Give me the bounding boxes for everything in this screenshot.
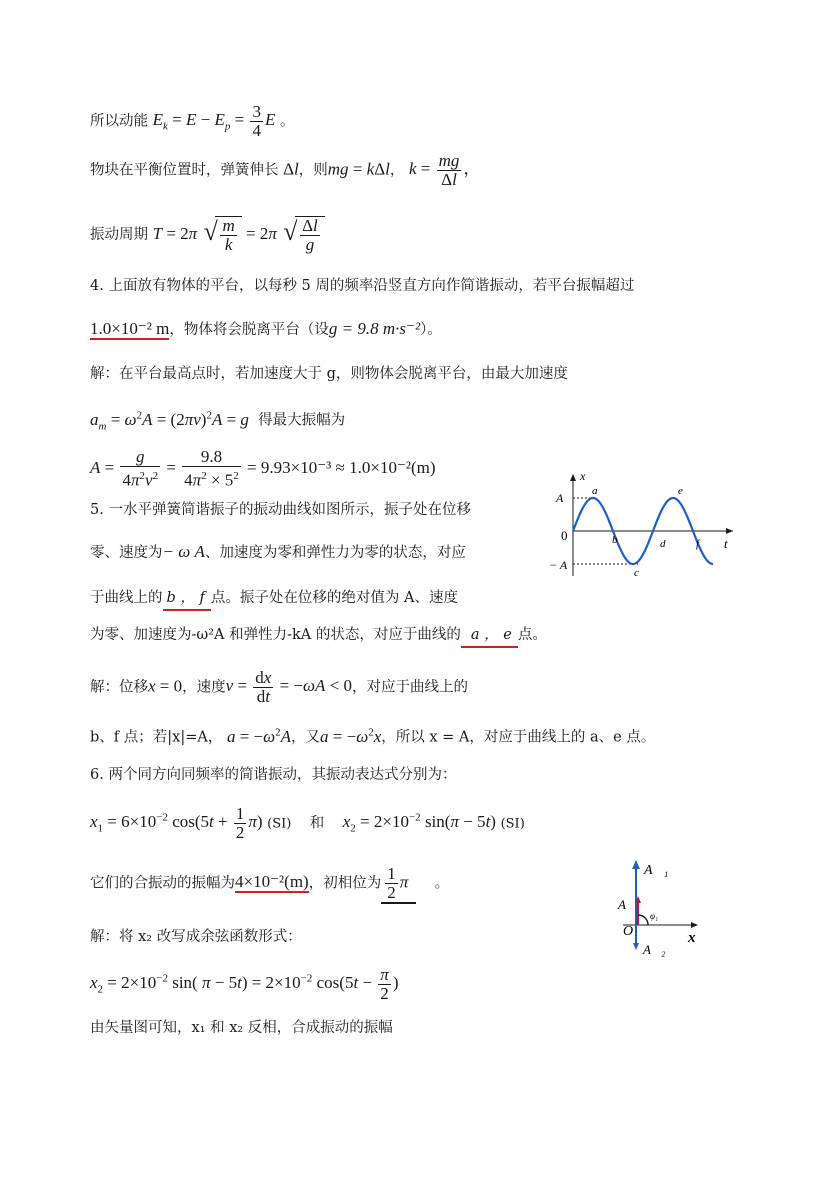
kinetic-energy-line — [90, 103, 294, 140]
problem-5-solution1 — [90, 669, 468, 706]
p5-sol1b: ，速度 — [182, 679, 226, 696]
graph-origin-label: 0 — [561, 528, 568, 543]
problem-6-amplitude: 4×10⁻²(m) — [235, 872, 309, 892]
point-a-label: a — [592, 485, 598, 497]
phi-label: φ₁ — [650, 911, 659, 921]
mg-equation: mg = kΔl — [327, 159, 390, 179]
problem-4-eq1 — [90, 404, 345, 437]
problem-4-line2 — [90, 318, 442, 341]
accel-formula-2: $a = -\omega^2x$ — [320, 726, 382, 746]
problem-6-solution1: 解：将 x₂ 改写成余弦函数形式： — [90, 929, 302, 945]
vector-origin-label: O — [623, 924, 634, 939]
amplitude-result: = 9.93×10⁻³ ≈ 1.0×10⁻²(m) — [247, 457, 436, 477]
point-d-label: d — [660, 538, 666, 550]
equilibrium-label: 物块在平衡位置时，弹簧伸长 — [90, 162, 279, 179]
vector-A1-arrow-icon — [632, 860, 640, 869]
velocity-formula: v = $\frac{dx}{dt}$ = −ωA < 0 — [225, 668, 352, 706]
period: 。 — [279, 113, 295, 130]
p5-l2a: 零、速度为 — [90, 545, 163, 561]
p5-sol2c: ，所以 x = A，对应于曲线上的 a、e 点。 — [381, 729, 656, 746]
max-accel-formula: $a_m = \omega^2A = (2\pi\nu)^2A = g$ — [90, 409, 249, 433]
delta-l: Δl — [283, 159, 299, 179]
problem-5-line3 — [90, 587, 458, 611]
problem-6-solution2 — [90, 966, 398, 1003]
problem-5-solution2 — [90, 721, 655, 749]
kinetic-formula: $E_k = E - E_p$ = $\frac{3}{4}$ E — [152, 102, 276, 140]
p6-ans-prefix: 它们的合振动的振幅为 — [90, 875, 235, 892]
phase-arc — [638, 915, 648, 925]
amplitude-formula: A = $\frac{g}{4\pi^2\nu^2}$ = $\frac{9.8}{4\pi^2 \times 5^2}$ = 9.93×10⁻³ ≈ 1.0×10⁻²(m) — [90, 447, 436, 490]
si-unit-2: (SI) — [500, 816, 525, 832]
p5-sol1a: 解：位移 — [90, 679, 148, 696]
x2-rewrite: $x_2 = 2\times 10^{-2}$ sin( $\pi - 5t) = 2\times 10^{-2}$ cos(5t − $\frac{\pi}{2}$ ) — [90, 965, 399, 1003]
problem-4-answer: 1.0×10⁻² m — [90, 319, 170, 338]
g-value: g = 9.8 m·s⁻² — [328, 319, 421, 338]
point-f-label: f — [696, 538, 700, 550]
problem-4-end: ）。 — [420, 322, 442, 338]
problem-4-text: 4. 上面放有物体的平台，以每秒 5 周的频率沿竖直方向作简谐振动，若平台振幅超过 — [90, 278, 635, 294]
p6-ans-mid: ，初相位为 — [308, 875, 382, 892]
vector-A1-label: A⃗₁ — [644, 863, 669, 878]
period-label: 振动周期 — [90, 226, 148, 243]
graph-negA-label: − A — [549, 558, 568, 572]
equilibrium-then: ，则 — [298, 162, 328, 179]
problem-6-text: 6. 两个同方向同频率的简谐振动，其振动表达式分别为： — [90, 767, 457, 783]
p5-sol1c: ，对应于曲线上的 — [352, 679, 468, 696]
problem-4-eq2 — [90, 448, 436, 490]
problem-6-solution3: 由矢量图可知，x₁ 和 x₂ 反相，合成振动的振幅 — [90, 1020, 393, 1036]
point-e-label: e — [678, 485, 683, 497]
problem-6-phase: $\frac{1}{2}$ π — [381, 865, 416, 904]
x2-equation: $x_2 = 2\times 10^{-2}$ sin(π − 5t) — [342, 811, 496, 835]
problem-6-answer-line — [90, 865, 449, 904]
si-unit-1: (SI) — [267, 816, 292, 832]
p5-l2b: 、加速度为零和弹性力为零的状态，对应 — [204, 545, 466, 561]
problem-5-line4 — [90, 624, 547, 648]
eq1-tail: 得最大振幅为 — [258, 412, 346, 429]
point-b-label: b — [612, 534, 618, 546]
p5-sol2: b、f 点；若|x|=A， — [90, 729, 223, 746]
p5-l2-math: − ω A — [162, 542, 205, 561]
p5-l3b: 点。振子处在位移的绝对值为 A、速度 — [210, 590, 458, 606]
oscillation-graph — [548, 468, 738, 583]
vector-A2-label: A⃗₂ — [643, 942, 666, 957]
p5-l3a: 于曲线上的 — [90, 590, 163, 606]
problem-5-line1: 5. 一水平弹簧简谐振子的振动曲线如图所示，振子处在位移 — [90, 502, 471, 518]
x-axis-arrow-icon — [691, 922, 698, 928]
sep: ， — [389, 162, 405, 179]
phase-den: 2 — [387, 883, 396, 902]
p5-l4a: 为零、加速度为-ω²A 和弹性力-kA 的状态，对应于曲线的 — [90, 627, 461, 643]
x1-equation: $x_1 = 6\times 10^{-2}$ cos(5t + $\frac{1}{2}$ π) — [90, 804, 263, 842]
period-line — [90, 216, 325, 254]
and-label: 和 — [309, 815, 325, 832]
k-formula: k = $\frac{mg}{\Delta l}$ ， — [408, 151, 481, 189]
p5-l4b: 点。 — [517, 627, 547, 643]
problem-6-equations — [90, 805, 525, 842]
point-c-label: c — [634, 567, 639, 579]
vector-A2-arrow-icon — [633, 943, 639, 950]
problem-5-line2 — [90, 541, 466, 564]
problem-4-solution: 解：在平台最高点时，若加速度大于 g，则物体会脱离平台，由最大加速度 — [90, 366, 568, 382]
t-axis-arrow-icon — [726, 528, 733, 534]
vector-diagram — [608, 855, 708, 960]
graph-t-label: t — [724, 536, 728, 551]
x-axis-arrow-icon — [570, 474, 576, 481]
graph-A-label: A — [556, 491, 564, 505]
vector-A-label: A⃗ — [618, 897, 637, 912]
problem-5-answer1: b ， f — [163, 587, 211, 611]
graph-x-label: x — [580, 469, 586, 483]
period-formula: T = 2π √ $\frac{m}{k}$ = 2π √ $\frac{\Delta l}{g}$ — [153, 224, 325, 243]
vector-x-label: x — [688, 930, 696, 946]
problem-5-answer2: a ， e — [461, 624, 518, 648]
equilibrium-line — [90, 152, 480, 189]
phase-num: 1 — [387, 864, 396, 883]
problem-4-tail: ，物体将会脱离平台（设 — [169, 322, 329, 338]
accel-formula: $a = -\omega^2A$ — [226, 726, 292, 746]
x-zero: x = 0 — [148, 676, 183, 696]
p6-ans-end: 。 — [434, 875, 450, 892]
kinetic-label: 所以动能 — [90, 113, 148, 130]
p5-sol2b: ，又 — [291, 729, 321, 746]
